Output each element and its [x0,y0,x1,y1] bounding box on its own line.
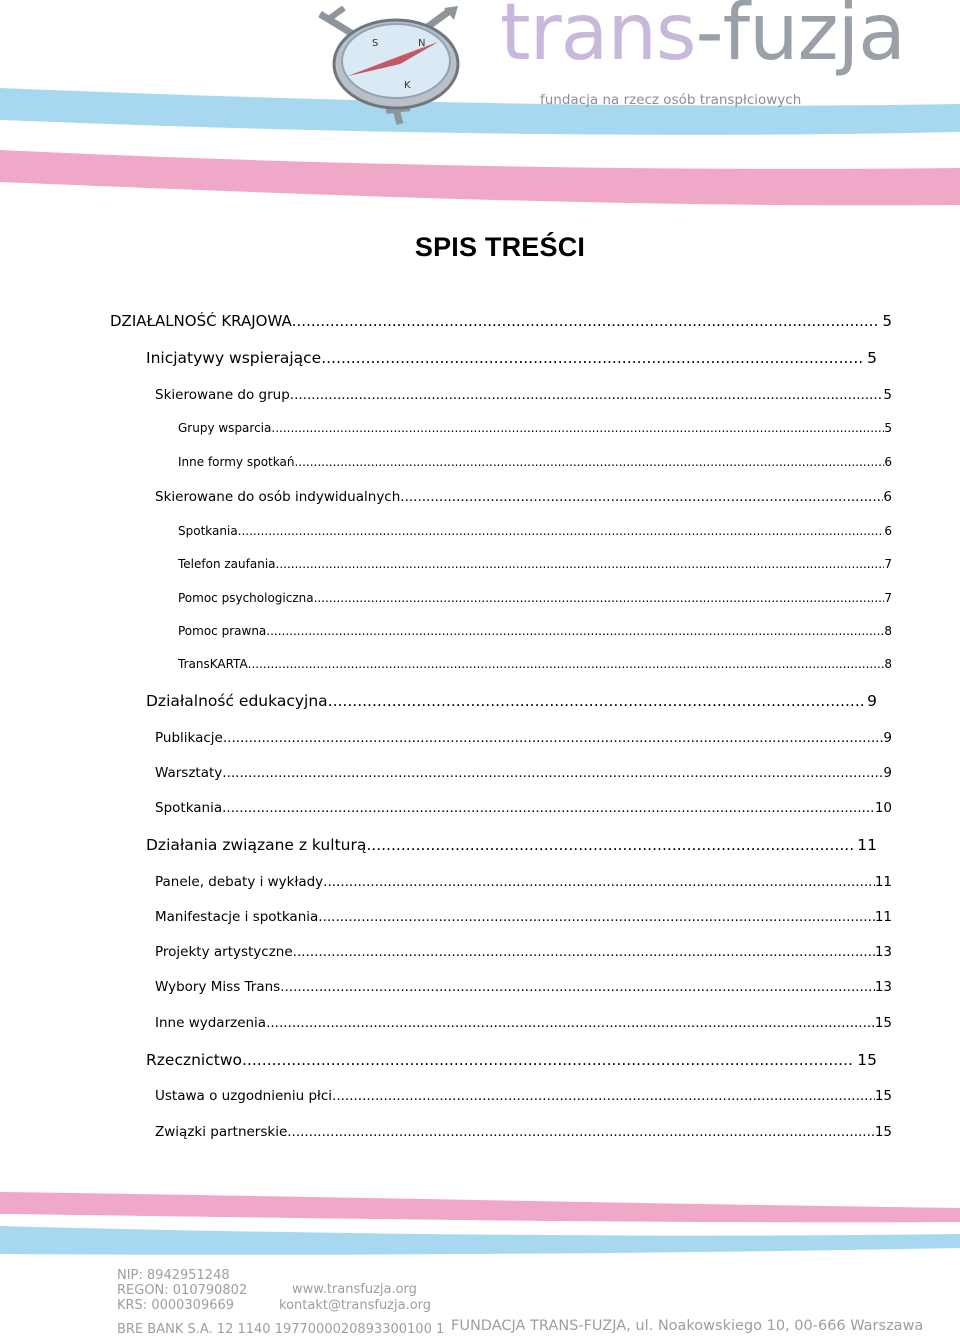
toc-entry-page: 5 [867,349,877,367]
toc-entry[interactable] [155,730,892,746]
toc-entry-label: Rzecznictwo [146,1051,242,1069]
toc-entry[interactable] [178,557,892,571]
toc-dot-leader [266,1015,875,1031]
toc-entry[interactable] [155,979,892,995]
toc-entry-label: Telefon zaufania [178,557,276,571]
toc-entry[interactable] [155,909,892,925]
page-header [0,0,960,215]
toc-dot-leader [400,489,883,505]
footer-website-link[interactable]: www.transfuzja.org [292,1282,417,1297]
toc-dot-leader [314,591,885,605]
toc-entry[interactable] [155,765,892,781]
toc-entry[interactable] [110,312,892,330]
toc-dot-leader [318,909,875,925]
toc-entry-label: Warsztaty [155,765,223,781]
toc-entry[interactable] [155,944,892,960]
toc-entry[interactable] [155,1124,892,1140]
toc-entry-page: 6 [883,489,892,505]
logo-word-fuzja: -fuzja [695,0,905,78]
toc-dot-leader [290,387,884,403]
toc-entry-page: 7 [884,557,892,571]
toc-entry-label: Projekty artystyczne [155,944,293,960]
toc-entry-page: 15 [874,1088,892,1104]
toc-entry-label: Panele, debaty i wykłady [155,874,324,890]
toc-entry-page: 9 [883,730,892,746]
toc-entry-label: Inne wydarzenia [155,1015,267,1031]
toc-entry-page: 11 [857,836,877,854]
toc-dot-leader [332,1088,875,1104]
toc-entry-page: 6 [884,524,892,538]
toc-entry-label: Inne formy spotkań [178,455,295,469]
toc-entry-label: Publikacje [155,730,223,746]
toc-entry-label: Pomoc prawna [178,624,267,638]
toc-dot-leader [248,657,885,671]
toc-entry-page: 10 [874,800,892,816]
footer-email-link[interactable]: kontakt@transfuzja.org [279,1298,432,1313]
logo-tagline: fundacja na rzecz osób transpłciowych [540,92,802,108]
toc-entry[interactable] [178,455,892,469]
toc-dot-leader [222,765,883,781]
toc-entry-page: 13 [874,979,892,995]
toc-entry-label: Ustawa o uzgodnieniu płci [155,1088,333,1104]
toc-entry-label: DZIAŁALNOŚĆ KRAJOWA [110,312,292,330]
toc-entry-page: 5 [883,387,892,403]
toc-entry[interactable] [155,874,892,890]
footer-nip: NIP: 8942951248 [117,1268,230,1283]
toc-entry-label: Wybory Miss Trans [155,979,281,995]
toc-dot-leader [271,421,884,435]
toc-dot-leader [323,874,875,890]
logo-word-trans: trans [500,0,696,78]
toc-entry[interactable] [155,1088,892,1104]
toc-entry-label: Inicjatywy wspierające [146,349,322,367]
toc-entry[interactable] [178,524,892,538]
toc-entry-label: Działania związane z kulturą [146,836,367,854]
toc-entry-page: 11 [874,909,892,925]
footer-krs: KRS: 0000309669 [117,1298,235,1313]
toc-dot-leader [287,1124,875,1140]
toc-entry[interactable] [146,836,877,854]
toc-entry-page: 11 [874,874,892,890]
page-footer [0,1260,960,1340]
toc-entry-label: Działalność edukacyjna [146,692,328,710]
toc-entry-page: 15 [857,1051,877,1069]
toc-dot-leader [293,944,875,960]
toc-entry-page: 7 [884,591,892,605]
toc-entry[interactable] [146,1051,877,1069]
toc-entry-label: Skierowane do grup [155,387,290,403]
toc-dot-leader [294,455,884,469]
toc-entry-page: 9 [867,692,877,710]
toc-entry-label: Manifestacje i spotkania [155,909,319,925]
toc-entry-page: 8 [884,657,892,671]
toc-dot-leader [276,557,885,571]
logo-wordmark [500,0,905,78]
toc-entry-page: 5 [882,312,892,330]
toc-dot-leader [321,349,863,367]
toc-entry-page: 13 [874,944,892,960]
toc-entry-label: Pomoc psychologiczna [178,591,314,605]
toc-entry-page: 8 [884,624,892,638]
toc-entry-page: 15 [874,1015,892,1031]
toc-entry-label: TransKARTA [178,657,248,671]
toc-dot-leader [280,979,875,995]
toc-dot-leader [223,730,884,746]
toc-entry[interactable] [155,387,892,403]
toc-entry[interactable] [178,421,892,435]
toc-entry-page: 15 [874,1124,892,1140]
compass-west-letter: S [372,38,379,49]
toc-entry[interactable] [155,1015,892,1031]
toc-entry[interactable] [146,349,877,367]
toc-dot-leader [266,624,884,638]
toc-entry-label: Skierowane do osób indywidualnych [155,489,401,505]
toc-entry[interactable] [146,692,877,710]
footer-bank-account: BRE BANK S.A. 12 1140 1977000020893300100 1 [117,1322,445,1337]
toc-dot-leader [242,1051,853,1069]
toc-dot-leader [292,312,879,330]
footer-flag-waves [0,1190,960,1270]
toc-entry-page: 5 [884,421,892,435]
toc-entry-label: Grupy wsparcia [178,421,272,435]
compass-south-letter: K [404,80,411,91]
toc-entry[interactable] [155,489,892,505]
footer-regon: REGON: 010790802 [117,1283,248,1298]
toc-dot-leader [328,692,863,710]
compass-north-letter: N [418,38,426,49]
toc-entry-page: 6 [884,455,892,469]
toc-entry-label: Spotkania [178,524,238,538]
compass-logo-icon [308,6,468,128]
toc-dot-leader [366,836,853,854]
footer-address: FUNDACJA TRANS-FUZJA, ul. Noakowskiego 10, 00-666 Warszawa [451,1318,924,1334]
toc-entry[interactable] [178,624,892,638]
toc-entry-page: 9 [883,765,892,781]
toc-entry[interactable] [178,591,892,605]
toc-entry[interactable] [155,800,892,816]
toc-title: SPIS TREŚCI [414,232,586,262]
toc-entry-label: Związki partnerskie [155,1124,288,1140]
toc-entry-label: Spotkania [155,800,223,816]
toc-entry[interactable] [178,657,892,671]
toc-dot-leader [238,524,885,538]
toc-dot-leader [222,800,875,816]
